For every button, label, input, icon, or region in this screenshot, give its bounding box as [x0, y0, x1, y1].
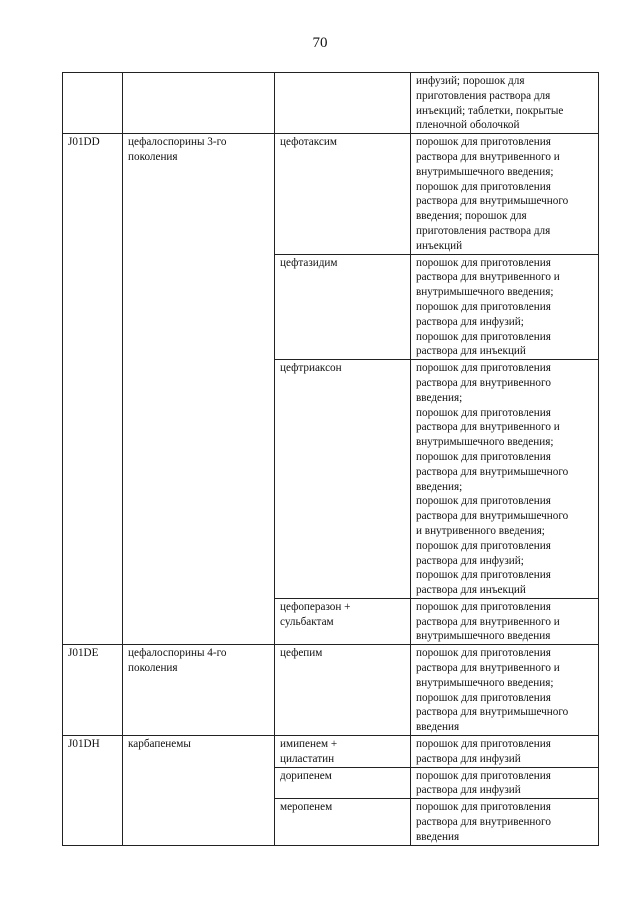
cell-line: порошок для приготовления: [416, 600, 551, 613]
cell-line: цефепим: [280, 647, 323, 660]
cell-line: введения: [416, 830, 460, 843]
dosage-form-cell: [411, 645, 599, 736]
cell-line: порошок для приготовления: [416, 495, 551, 508]
cell-line: цефтриаксон: [280, 362, 342, 375]
atc-code-cell: J01DE: [63, 645, 123, 736]
cell-line: имипенем +: [280, 738, 338, 751]
atc-code-cell: J01DD: [63, 134, 123, 645]
drug-cell: [275, 360, 411, 599]
cell-line: порошок для приготовления: [416, 300, 551, 313]
page-number: 70: [312, 35, 328, 51]
cell-line: порошок для приготовления: [416, 738, 551, 751]
cell-line: внутримышечного введения;: [416, 436, 554, 449]
cell-line: цефтазидим: [280, 256, 338, 269]
drug-cell: [275, 767, 411, 799]
drug-table: [62, 72, 599, 846]
cell-line: внутримышечного введения;: [416, 286, 554, 299]
cell-line: внутримышечного введения: [416, 630, 551, 643]
cell-line: раствора для инфузий: [416, 784, 521, 797]
table-row: [63, 73, 599, 134]
drug-cell: [275, 598, 411, 644]
cell-line: порошок для приготовления: [416, 801, 551, 814]
cell-line: порошок для приготовления: [416, 256, 551, 269]
cell-line: порошок для приготовления: [416, 136, 551, 149]
atc-code-cell: [63, 73, 123, 134]
cell-line: порошок для приготовления: [416, 180, 551, 193]
group-cell: [123, 736, 275, 846]
dosage-form-cell: [411, 360, 599, 599]
dosage-form-cell: [411, 254, 599, 360]
cell-line: раствора для внутривенного и: [416, 421, 560, 434]
dosage-form-cell: [411, 736, 599, 768]
cell-line: раствора для внутримышечного: [416, 510, 569, 523]
cell-line: инъекций; таблетки, покрытые: [416, 104, 564, 117]
drug-cell: [275, 73, 411, 134]
cell-line: порошок для приготовления: [416, 569, 551, 582]
cell-line: и внутривенного введения;: [416, 524, 545, 537]
cell-line: порошок для приготовления: [416, 406, 551, 419]
cell-line: раствора для внутривенного и: [416, 662, 560, 675]
cell-line: введения;: [416, 391, 463, 404]
cell-line: порошок для приготовления: [416, 769, 551, 782]
atc-code-cell: J01DH: [63, 736, 123, 846]
group-cell: [123, 73, 275, 134]
cell-line: раствора для инфузий;: [416, 554, 524, 567]
cell-line: дорипенем: [280, 769, 332, 782]
cell-line: введения: [416, 721, 460, 734]
dosage-form-cell: [411, 799, 599, 845]
cell-line: раствора для внутривенного и: [416, 150, 560, 163]
cell-line: раствора для внутривенного и: [416, 615, 560, 628]
cell-line: раствора для внутримышечного: [416, 195, 569, 208]
table-row: [63, 645, 599, 736]
cell-line: инъекций: [416, 239, 463, 252]
cell-line: раствора для внутримышечного: [416, 465, 569, 478]
cell-line: порошок для приготовления: [416, 647, 551, 660]
cell-line: цефалоспорины 3-го: [128, 136, 227, 149]
dosage-form-cell: [411, 767, 599, 799]
drug-cell: [275, 254, 411, 360]
drug-cell: [275, 799, 411, 845]
cell-line: приготовления раствора для: [416, 89, 551, 102]
drug-cell: [275, 736, 411, 768]
dosage-form-cell: [411, 73, 599, 134]
cell-line: меропенем: [280, 801, 333, 814]
cell-line: внутримышечного введения;: [416, 676, 554, 689]
cell-line: циластатин: [280, 752, 335, 765]
cell-line: карбапенемы: [128, 738, 191, 751]
cell-line: раствора для внутримышечного: [416, 706, 569, 719]
dosage-form-cell: [411, 598, 599, 644]
cell-line: раствора для внутривенного: [416, 816, 551, 829]
cell-line: порошок для приготовления: [416, 362, 551, 375]
cell-line: цефалоспорины 4-го: [128, 647, 227, 660]
cell-line: приготовления раствора для: [416, 224, 551, 237]
group-cell: [123, 134, 275, 645]
cell-line: поколения: [128, 150, 178, 163]
table-row: [63, 736, 599, 768]
cell-line: порошок для приготовления: [416, 691, 551, 704]
group-cell: [123, 645, 275, 736]
cell-line: порошок для приготовления: [416, 450, 551, 463]
cell-line: порошок для приготовления: [416, 330, 551, 343]
cell-line: сульбактам: [280, 615, 334, 628]
table-row: [63, 134, 599, 254]
cell-line: раствора для внутривенного и: [416, 271, 560, 284]
cell-line: введения;: [416, 480, 463, 493]
cell-line: раствора для инъекций: [416, 584, 526, 597]
cell-line: введения; порошок для: [416, 210, 527, 223]
cell-line: раствора для инфузий;: [416, 315, 524, 328]
cell-line: порошок для приготовления: [416, 539, 551, 552]
cell-line: поколения: [128, 662, 178, 675]
cell-line: раствора для внутривенного: [416, 376, 551, 389]
drug-cell: [275, 645, 411, 736]
cell-line: раствора для инъекций: [416, 345, 526, 358]
cell-line: раствора для инфузий: [416, 752, 521, 765]
cell-line: цефоперазон +: [280, 600, 351, 613]
dosage-form-cell: [411, 134, 599, 254]
cell-line: внутримышечного введения;: [416, 165, 554, 178]
drug-cell: [275, 134, 411, 254]
cell-line: цефотаксим: [280, 136, 337, 149]
cell-line: пленочной оболочкой: [416, 119, 520, 132]
cell-line: инфузий; порошок для: [416, 75, 525, 87]
